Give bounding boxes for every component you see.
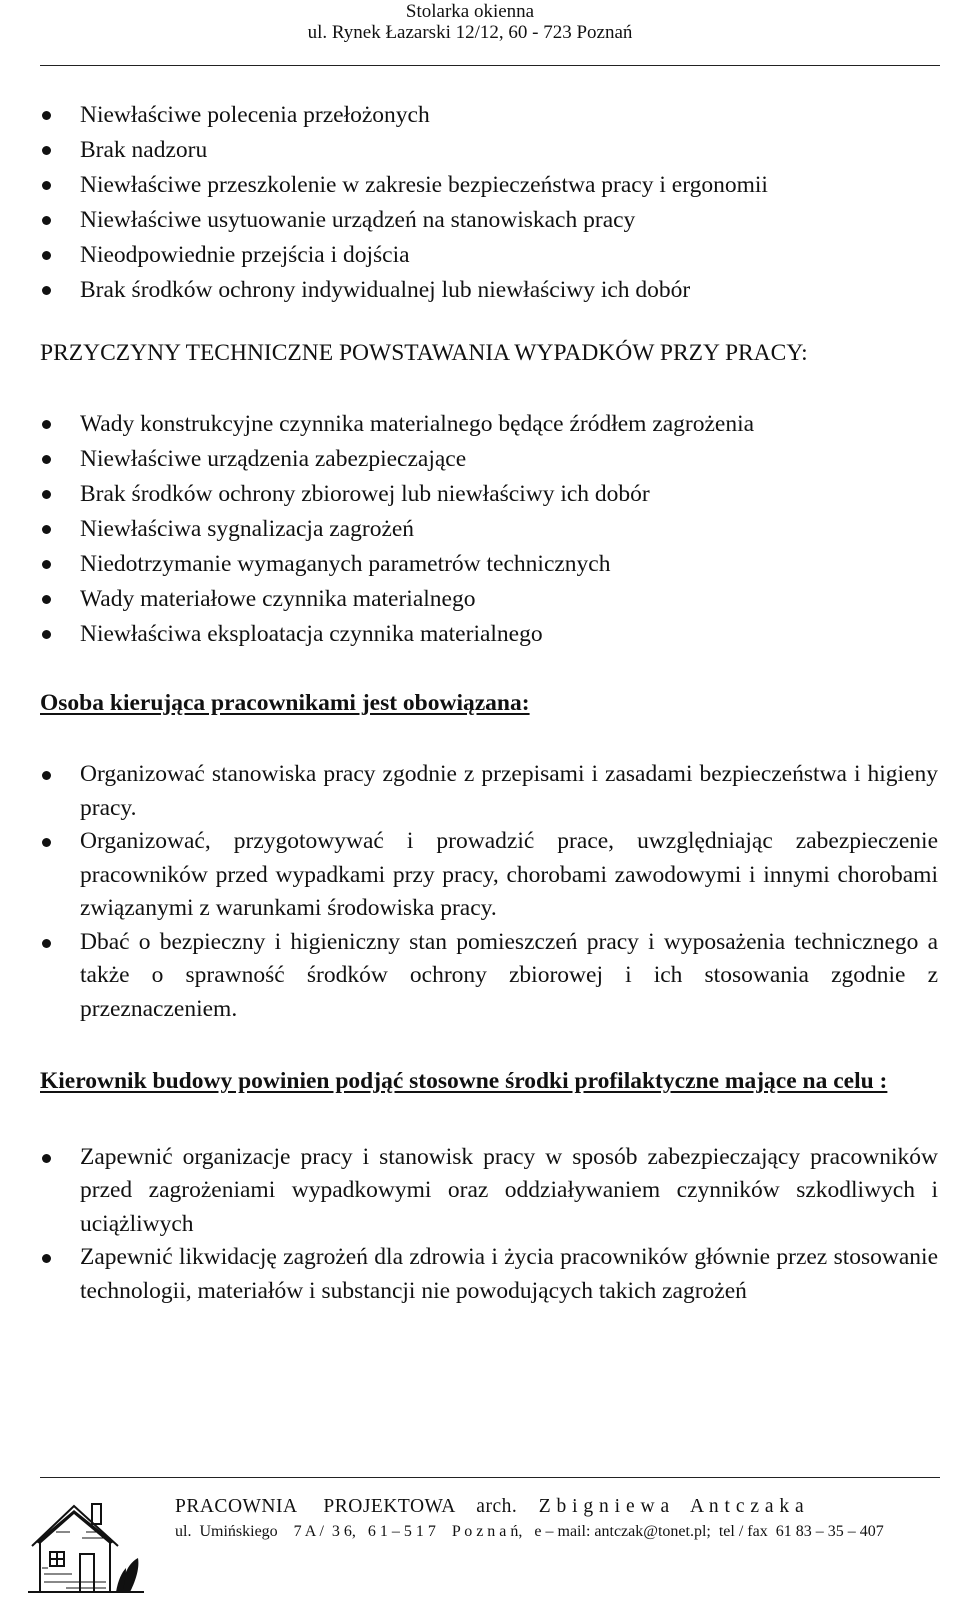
technical-causes-list — [40, 407, 938, 652]
list-item: Zapewnić organizacje pracy i stanowisk pracy w sposób zabezpieczający pracowników przed zagrożeniami wypadkowymi oraz oddziaływaniem czynników szkodliwych i uciążliwych — [40, 1141, 938, 1242]
company-address: ul. Rynek Łazarski 12/12, 60 - 723 Poznań — [307, 22, 633, 43]
header-rule — [40, 65, 940, 66]
technical-causes-heading: PRZYCZYNY TECHNICZNE POWSTAWANIA WYPADKÓW PRZY PRACY: — [40, 340, 808, 366]
list-item: Wady materiałowe czynnika materialnego — [40, 582, 938, 617]
list-item: Niewłaściwe przeszkolenie w zakresie bezpieczeństwa pracy i ergonomii — [40, 168, 938, 203]
list-item: Niedotrzymanie wymaganych parametrów technicznych — [40, 547, 938, 582]
document-body — [40, 98, 938, 1308]
list-item: Niewłaściwa sygnalizacja zagrożeń — [40, 512, 938, 547]
list-item: Niewłaściwe usytuowanie urządzeń na stanowiskach pracy — [40, 203, 938, 238]
footer-contact: ul. Umińskiego 7 A / 3 6, 6 1 – 5 1 7 P o z n a ń, e – mail: antczak@tonet.pl; tel / fax 61 83 – 35 – 407 — [175, 1523, 884, 1540]
site-manager-heading: Kierownik budowy powinien podjąć stosowne środki profilaktyczne mające na celu : — [40, 1068, 888, 1094]
list-item: Niewłaściwe polecenia przełożonych — [40, 98, 938, 133]
list-item: Niewłaściwe urządzenia zabezpieczające — [40, 442, 938, 477]
house-logo-icon — [26, 1488, 146, 1598]
footer-studio-name: PRACOWNIA PROJEKTOWA arch. Z b i g n i e w a A n t c z a k a — [175, 1496, 805, 1517]
supervisor-duties-heading: Osoba kierująca pracownikami jest obowiązana: — [40, 689, 530, 716]
company-name: Stolarka okienna — [405, 1, 535, 22]
list-item: Nieodpowiednie przejścia i dojścia — [40, 238, 938, 273]
list-item: Brak środków ochrony indywidualnej lub niewłaściwy ich dobór — [40, 273, 938, 308]
list-item: Dbać o bezpieczny i higieniczny stan pomieszczeń pracy i wyposażenia technicznego a także o sprawność środków ochrony zbiorowej i ich stosowania zgodnie z przeznaczeniem. — [40, 926, 938, 1027]
list-item: Zapewnić likwidację zagrożeń dla zdrowia i życia pracowników głównie przez stosowanie technologii, materiałów i substancji nie powodujących takich zagrożeń — [40, 1241, 938, 1308]
footer-rule — [40, 1477, 940, 1478]
list-item: Brak środków ochrony zbiorowej lub niewłaściwy ich dobór — [40, 477, 938, 512]
organizational-causes-list — [40, 98, 938, 308]
list-item: Niewłaściwa eksploatacja czynnika materialnego — [40, 617, 938, 652]
preventive-measures-list — [40, 1141, 938, 1309]
list-item: Organizować, przygotowywać i prowadzić prace, uwzględniając zabezpieczenie pracowników przed wypadkami przy pracy, chorobami zawodowymi i innymi chorobami związanymi z warunkami środowiska pracy. — [40, 825, 938, 926]
list-item: Wady konstrukcyjne czynnika materialnego będące źródłem zagrożenia — [40, 407, 938, 442]
list-item: Brak nadzoru — [40, 133, 938, 168]
supervisor-duties-list — [40, 758, 938, 1026]
list-item: Organizować stanowiska pracy zgodnie z przepisami i zasadami bezpieczeństwa i higieny pracy. — [40, 758, 938, 825]
